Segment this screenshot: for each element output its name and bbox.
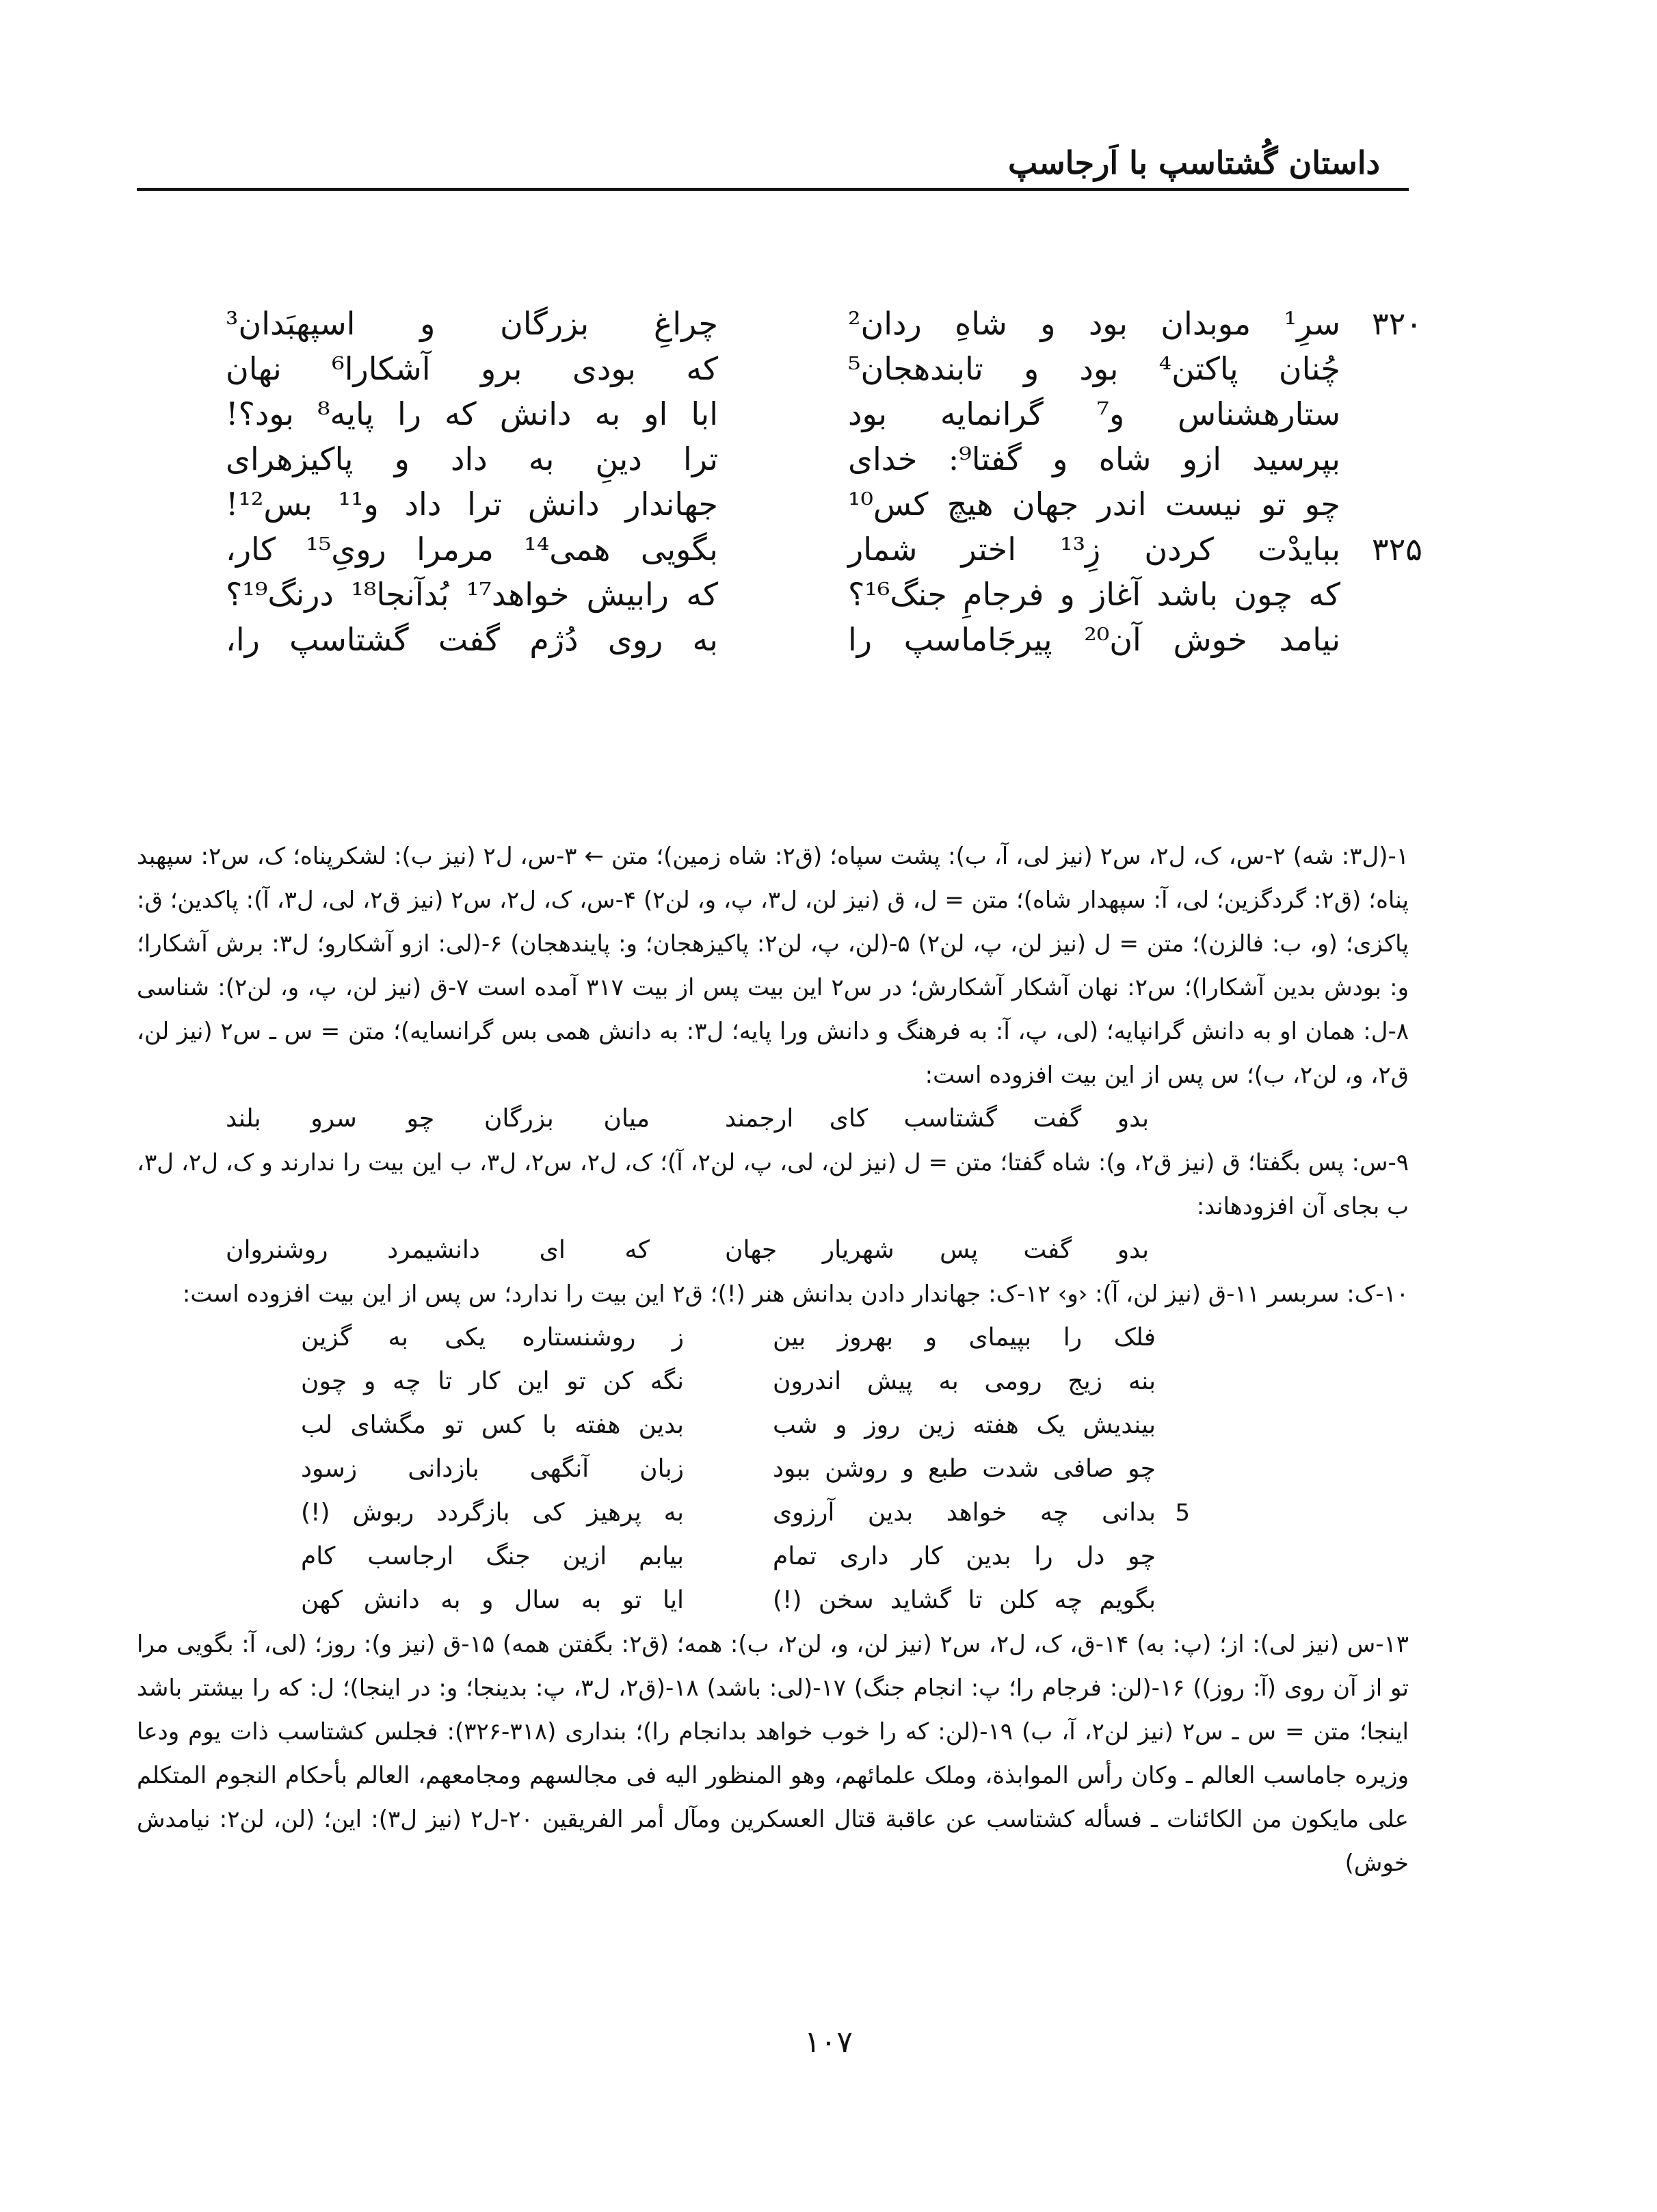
quoted-hemistich-first: بنه زیج رومی به پیش اندرون (773, 1367, 1156, 1395)
verse-block (226, 301, 1422, 662)
quoted-hemistich-first: بگویم چه کلن تا گشاید سخن (!) (773, 1586, 1156, 1614)
quoted-hemistich-first: چو دل را بدین کار داری تمام (773, 1542, 1156, 1570)
hemistich-first: چُنان پاکتن⁴ بود و تابندهجان⁵ (848, 350, 1340, 387)
quoted-verse-row (137, 1316, 1156, 1360)
quoted-verse-row (137, 1447, 1156, 1491)
hemistich-second: چراغِ بزرگان و اسپهبَدان³ (226, 305, 718, 342)
hemistich-second: به روی دُژم گفت گشتاسپ را، (226, 621, 718, 658)
hemistich-first: که چون باشد آغاز و فرجامِ جنگ¹⁶؟ (848, 576, 1340, 613)
hemistich-first: ببایدْت کردن زِ¹³ اختر شمار (848, 531, 1340, 568)
quoted-hemistich-second: به پرهیز کی بازگردد ربوش (!) (301, 1499, 684, 1527)
footnote-paragraph: ۹-س: پس بگفتا؛ ق (نیز ق۲، و): شاه گفتا؛ متن = ل (نیز لن، لی، پ، لن۲، آ)؛ ک، ل۲، س۲، ل۳، ب این بیت را ندارند و ک، ل۲، ل۳، ب بجای آن افزودهاند: (137, 1149, 1409, 1220)
verse-number: ۳۲۵ (1371, 531, 1422, 568)
quoted-verse-number: 5 (1175, 1499, 1190, 1527)
quoted-hemistich-second: بدین هفته با کس تو مگشای لب (301, 1411, 684, 1439)
quoted-verse-row (137, 1360, 1156, 1404)
quoted-verse-row (137, 1491, 1190, 1535)
hemistich-first: نیامد خوش آن²⁰ پیرجَاماسپ را (848, 621, 1340, 658)
hemistich-first: سرِ¹ موبدان بود و شاهِ ردان² (848, 305, 1340, 342)
verse-row (226, 346, 1388, 391)
header-rule (137, 188, 1409, 191)
hemistich-second: که رابیش خواهد¹⁷ بُدآنجا¹⁸ درنگ¹⁹؟ (226, 576, 718, 613)
verse-row (226, 527, 1422, 572)
quoted-verse-row (137, 1404, 1156, 1447)
hemistich-second: ابا او به دانش که را پایه⁸ بود؟! (226, 395, 718, 432)
hemistich-first: چو تو نیست اندر جهان هیچ کس¹⁰ (848, 486, 1340, 523)
quoted-hemistich-first: چو صافی شدت طبع و روشن ببود (773, 1455, 1156, 1483)
hemistich-second: جهاندار دانش ترا داد و¹¹ بس¹²! (226, 486, 718, 523)
footnote-paragraph: ۱۳-س (نیز لی): از؛ (پ: به) ۱۴-ق، ک، ل۲، س۲ (نیز لن، و، لن۲، ب): همه؛ (ق۲: بگفتن همه) ۱۵-ق (نیز و): روز؛ (لی، آ: بگویی مرا تو از آن روی (آ: روز)) ۱۶-(لن: فرجام را؛ پ: انجام جنگ) ۱۷-(لی: باشد) ۱۸-(ق۲، ل۳، پ: بدینجا؛ و: در اینجا)؛ ل: که را بیشتر باشد اینجا؛ متن = س ـ س۲ (نیز لن۲، آ، ب) ۱۹-(لن: که را خوب خواهد بدانجام را)؛ بنداری (۳۱۸-۳۲۶): فجلس کشتاسب ذات یوم ودعا وزیره جاماسب العالم ـ وکان رأس الموابذة، وملک علمائهم، وهو المنظور الیه فی مجالسهم ومجامعهم، العالم بأحکام النجوم المتکلم علی مایکون من الکائنات ـ فسأله کشتاسب عن عاقبة قتال العسکرین ومآل أمر الفریقین ۲۰-ل۲ (نیز ل۳): این؛ (لن، لن۲: نیامدش خوش) (137, 1631, 1409, 1877)
footnote-paragraph: ۱۰-ک: سربسر ۱۱-ق (نیز لن، آ): ‹و› ۱۲-ک: جهاندار دادن بدانش هنر (!)؛ ق۲ این بیت را ندارد؛ س پس از این بیت افزوده است: (182, 1280, 1409, 1308)
added-verse (137, 1228, 1409, 1272)
verse-row (226, 572, 1388, 617)
added-verse-second: میان بزرگان چو سرو بلند (226, 1105, 650, 1133)
hemistich-second: که بودی برو آشکارا⁶ نهان (226, 350, 718, 387)
running-header (137, 144, 1380, 181)
added-verse-first: بدو گفت گشتاسب کای ارجمند (725, 1105, 1149, 1133)
hemistich-first: ستارهشناس و⁷ گرانمایه بود (848, 395, 1340, 432)
verse-row (226, 436, 1388, 482)
quoted-verse-row (137, 1535, 1156, 1579)
added-verse-first: بدو گفت پس شهریار جهان (725, 1236, 1149, 1264)
hemistich-first: بپرسید ازو شاه و گفتا⁹: خدای (848, 440, 1340, 477)
verse-row (226, 391, 1388, 436)
footnote-paragraph: ۱-(ل۳: شه) ۲-س، ک، ل۲، س۲ (نیز لی، آ، ب): پشت سپاه؛ (ق۲: شاه زمین)؛ متن ← ۳-س، ل۲ (نیز ب): لشکرپناه؛ ک، س۲: سپهبد پناه؛ (ق۲: گردگزین؛ لی، آ: سپهدار شاه)؛ متن = ل، ق (نیز لن، ل۳، پ، و، لن۲) ۴-س، ک، ل۲، س۲ (نیز ق۲، لی، ل۳، آ): پاکدین؛ ق: پاکزی؛ (و، ب: فالزن)؛ متن = ل (نیز لن، پ، لن۲) ۵-(لن، پ، لن۲: پاکیزهجان؛ و: پایندهجان) ۶-(لی: ازو آشکارو؛ ل۳: برش آشکارا؛ و: بودش بدین آشکارا)؛ س۲: نهان آشکار آشکارش؛ در س۲ این بیت پس از بیت ۳۱۷ آمده است ۷-ق (نیز لن، پ، و، لن۲): شناسی ۸-ل: همان او به دانش گرانپایه؛ (لی، پ، آ: به فرهنگ و دانش ورا پایه؛ ل۳: به دانش همی بس گرانسایه)؛ متن = س ـ س۲ (نیز لن، ق۲، و، لن۲، ب)؛ س پس از این بیت افزوده است: (137, 843, 1409, 1089)
quoted-hemistich-first: بدانی چه خواهد بدین آرزوی (773, 1499, 1156, 1527)
page-number: ۱۰۷ (804, 2025, 853, 2059)
quoted-hemistich-first: بیندیش یک هفته زین روز و شب (773, 1411, 1156, 1439)
quoted-hemistich-first: فلک را بپیمای و بهروز بین (773, 1324, 1156, 1352)
verse-row (226, 301, 1422, 346)
verse-row (226, 617, 1388, 662)
verse-number: ۳۲۰ (1371, 305, 1422, 342)
quoted-hemistich-second: ز روشنستاره یکی به گزین (301, 1324, 684, 1352)
added-verse (137, 1097, 1409, 1141)
quoted-verse-block (137, 1316, 1409, 1622)
hemistich-second: بگویی همی¹⁴ مرمرا رویِ¹⁵ کار، (226, 531, 718, 568)
quoted-verse-row (137, 1579, 1156, 1622)
quoted-hemistich-second: بیابم ازین جنگ ارجاسب کام (301, 1542, 684, 1570)
footnotes (137, 834, 1409, 1885)
quoted-hemistich-second: ایا تو به سال و به دانش کهن (301, 1586, 684, 1614)
running-header-title: داستان گُشتاسپ با اَرجاسپ (1007, 144, 1380, 181)
quoted-hemistich-second: زبان آنگهی بازدانی زسود (301, 1455, 684, 1483)
hemistich-second: ترا دینِ به داد و پاکیزهرای (226, 440, 718, 477)
verse-row (226, 482, 1388, 527)
quoted-hemistich-second: نگه کن تو این کار تا چه و چون (301, 1367, 684, 1395)
added-verse-second: که ای دانشیمرد روشنروان (226, 1236, 650, 1264)
